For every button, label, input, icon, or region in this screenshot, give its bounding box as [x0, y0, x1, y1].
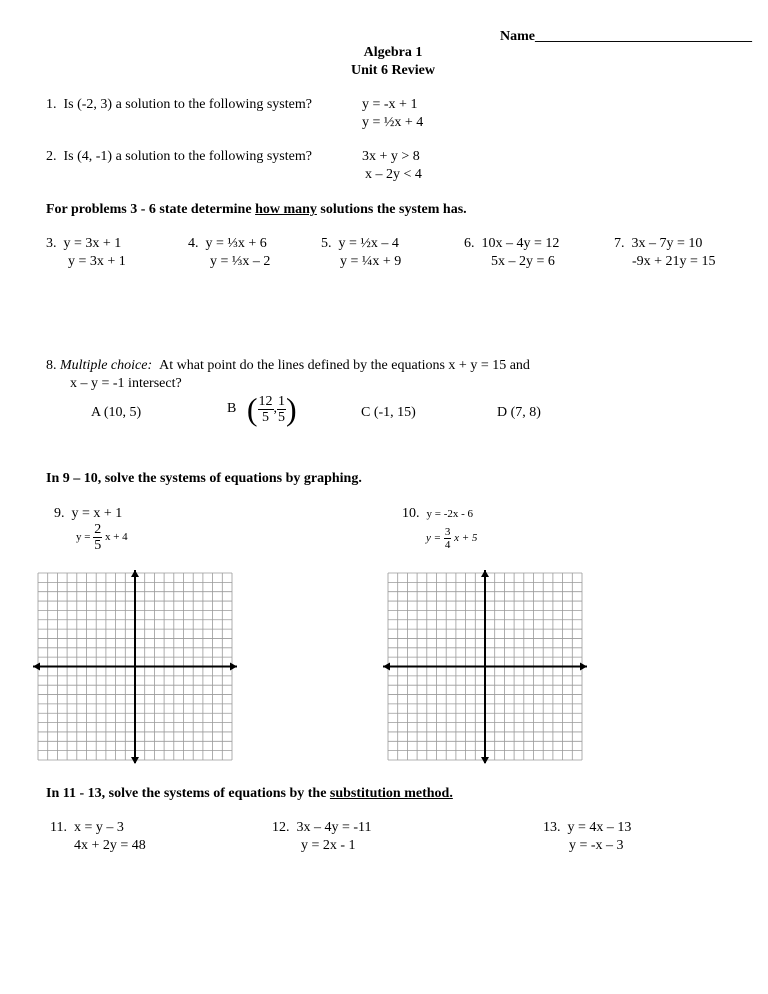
problem-6-eq2: 5x – 2y = 6: [491, 254, 555, 269]
question-2: [46, 148, 312, 166]
choice-c[interactable]: C (-1, 15): [361, 405, 416, 420]
axis-arrow: [383, 663, 390, 671]
axis-arrow: [33, 663, 40, 671]
name-label: Name: [500, 29, 535, 44]
name-line[interactable]: _______________________________: [535, 29, 752, 44]
problem-7: 7. 3x – 7y = 10: [614, 236, 703, 251]
emphasis-how-many: how many: [255, 202, 317, 217]
problem-3: 3. y = 3x + 1: [46, 236, 122, 251]
section-heading-11-13: In 11 - 13, solve the systems of equations by the substitution method.: [46, 786, 453, 801]
problem-9-eq2: y = $\frac{2}{5}$ x + 4: [76, 522, 128, 553]
coordinate-grid-9[interactable]: [30, 570, 240, 765]
emphasis-substitution: substitution method.: [329, 786, 453, 801]
unit-title: Unit 6 Review: [351, 63, 435, 78]
axis-arrow: [230, 663, 237, 671]
multiple-choice-label: Multiple choice:: [60, 358, 153, 373]
question-8: 8. Multiple choice: At what point do the lines defined by the equations x + y = 15 and: [46, 358, 530, 373]
problem-11-eq2: 4x + 2y = 48: [74, 838, 146, 853]
question-number: 2.: [46, 149, 57, 164]
axis-arrow: [481, 570, 489, 577]
problem-5: 5. y = ½x – 4: [321, 236, 399, 251]
problem-3-eq2: y = 3x + 1: [68, 254, 126, 269]
q2-inequality-2: x – 2y < 4: [365, 167, 422, 182]
problem-6: 6. 10x – 4y = 12: [464, 236, 560, 251]
q1-equation-1: y = -x + 1: [362, 97, 418, 112]
problem-5-eq2: y = ¼x + 9: [340, 254, 402, 269]
problem-7-eq2: -9x + 21y = 15: [632, 254, 716, 269]
section-heading-3-6: For problems 3 - 6 state determine how many solutions the system has.: [46, 202, 467, 217]
question-number: 1.: [46, 97, 57, 112]
question-8-continued: x – y = -1 intersect?: [70, 376, 182, 391]
problem-13: 13. y = 4x – 13: [543, 820, 632, 835]
problem-12-eq2: y = 2x - 1: [301, 838, 356, 853]
axis-arrow: [481, 757, 489, 764]
problem-10-eq2: y = $\frac{3}{4}$ x + 5: [426, 526, 478, 551]
problem-12: 12. 3x – 4y = -11: [272, 820, 372, 835]
q2-inequality-1: 3x + y > 8: [362, 149, 420, 164]
problem-10: 10. y = -2x - 6: [402, 506, 474, 521]
choice-a[interactable]: A (10, 5): [91, 405, 142, 420]
choice-d[interactable]: D (7, 8): [497, 405, 541, 420]
problem-11: 11. x = y – 3: [50, 820, 124, 835]
question-text: Is (4, -1) a solution to the following system?: [63, 149, 312, 164]
choice-b[interactable]: B ( $\frac{12}{5}$ , $\frac{1}{5}$ ): [227, 391, 297, 427]
course-title: Algebra 1: [363, 45, 423, 60]
question-text: Is (-2, 3) a solution to the following system?: [63, 97, 312, 112]
problem-4: 4. y = ⅓x + 6: [188, 236, 267, 251]
problem-13-eq2: y = -x – 3: [569, 838, 624, 853]
q1-equation-2: y = ½x + 4: [362, 115, 424, 130]
axis-arrow: [131, 570, 139, 577]
axis-arrow: [580, 663, 587, 671]
question-1: [46, 96, 312, 114]
fraction: $\frac{12}{5}$: [258, 393, 273, 425]
section-heading-9-10: In 9 – 10, solve the systems of equations by graphing.: [46, 471, 362, 486]
axis-arrow: [131, 757, 139, 764]
problem-9: 9. y = x + 1: [54, 506, 123, 521]
problem-4-eq2: y = ⅓x – 2: [210, 254, 271, 269]
coordinate-grid-10[interactable]: [380, 570, 590, 765]
fraction: $\frac{1}{5}$: [278, 393, 285, 425]
